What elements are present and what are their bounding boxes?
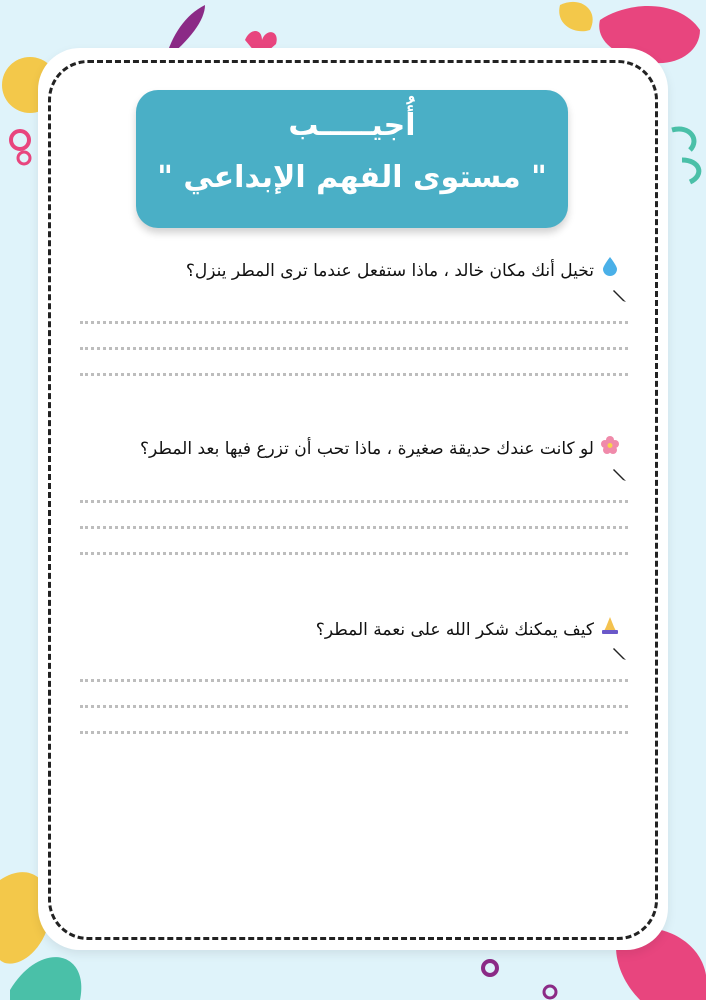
teal-curl-right — [672, 129, 699, 182]
pink-ring-left — [11, 131, 29, 149]
title-banner — [136, 90, 568, 228]
answer-line-3a[interactable] — [80, 679, 628, 682]
pencil-icon — [611, 286, 629, 304]
purple-ring-bottom — [483, 961, 497, 975]
pencil-icon — [611, 465, 629, 483]
pink-ring-left-small — [18, 152, 30, 164]
question-1-text: تخيل أنك مكان خالد ، ماذا ستفعل عندما ترى المطر ينزل؟ — [185, 261, 594, 281]
yellow-leaf-top-right — [559, 2, 592, 31]
answer-line-1a[interactable] — [80, 321, 628, 324]
title-subtitle: " مستوى الفهم الإبداعي " — [157, 160, 547, 195]
teal-leaf-bottom-left — [10, 957, 81, 1000]
question-2-text: لو كانت عندك حديقة صغيرة ، ماذا تحب أن تزرع فيها بعد المطر؟ — [140, 439, 594, 459]
question-3 — [316, 615, 620, 640]
water-drop-icon — [600, 256, 620, 281]
answer-line-2a[interactable] — [80, 500, 628, 503]
question-3-text: كيف يمكنك شكر الله على نعمة المطر؟ — [315, 620, 594, 640]
answer-line-1c[interactable] — [80, 373, 628, 376]
answer-line-2c[interactable] — [80, 552, 628, 555]
pencil-icon — [611, 644, 629, 662]
purple-ring-bottom-small — [544, 986, 556, 998]
answer-line-3c[interactable] — [80, 731, 628, 734]
question-1 — [186, 256, 620, 281]
flower-icon — [600, 436, 620, 459]
answer-line-3b[interactable] — [80, 705, 628, 708]
question-2 — [140, 436, 620, 459]
praying-hands-icon — [600, 615, 620, 640]
answer-line-2b[interactable] — [80, 526, 628, 529]
answer-line-1b[interactable] — [80, 347, 628, 350]
title-main: أُجيـــــب — [288, 108, 416, 143]
